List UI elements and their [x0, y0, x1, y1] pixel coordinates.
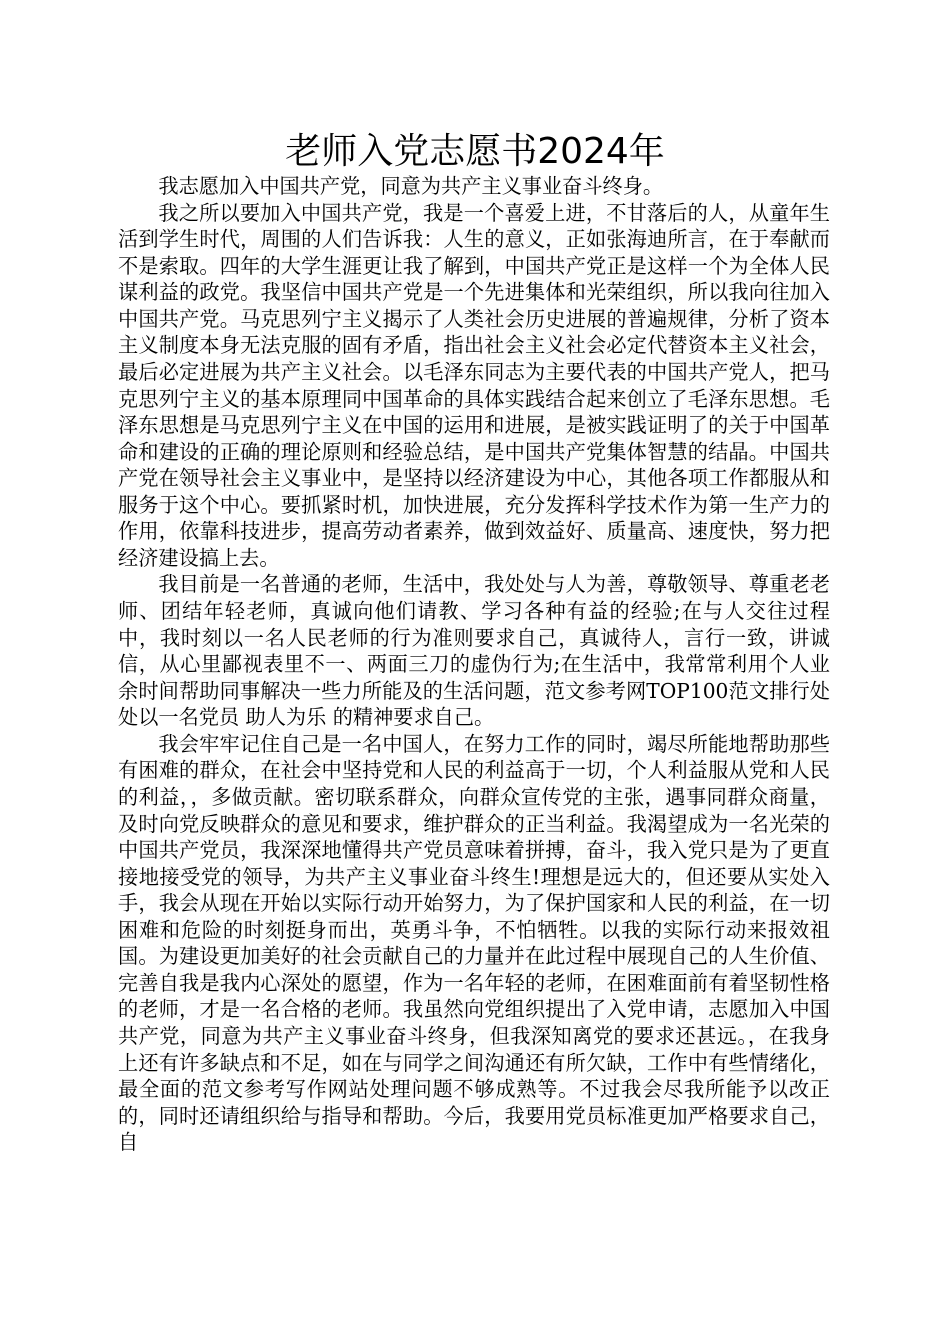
- paragraph-2: 我之所以要加入中国共产党，我是一个喜爱上进，不甘落后的人，从童年生活到学生时代，周围的人们告诉我：人生的意义，正如张海迪所言，在于奉献而不是索取。四年的大学生涯更让我了解到，中国共产党正是这样一个为全体人民谋利益的政党。我坚信中国共产党是一个先进集体和光荣组织，所以我向往加入中国共产党。马克思列宁主义揭示了人类社会历史进展的普遍规律，分析了资本主义制度本身无法克服的固有矛盾，指出社会主义社会必定代替资本主义社会，最后必定进展为共产主义社会。以毛泽东同志为主要代表的中国共产党人，把马克思列宁主义的基本原理同中国革命的具体实践结合起来创立了毛泽东思想。毛泽东思想是马克思列宁主义在中国的运用和进展，是被实践证明了的关于中国革命和建设的正确的理论原则和经验总结，是中国共产党集体智慧的结晶。中国共产党在领导社会主义事业中，是坚持以经济建设为中心，其他各项工作都服从和服务于这个中心。要抓紧时机，加快进展，充分发挥科学技术作为第一生产力的作用，依靠科技进步，提高劳动者素养，做到效益好、质量高、速度快，努力把经济建设搞上去。: [118, 200, 830, 570]
- paragraph-4: 我会牢牢记住自己是一名中国人，在努力工作的同时，竭尽所能地帮助那些有困难的群众，在社会中坚持党和人民的利益高于一切，个人利益服从党和人民的利益，，多做贡献。密切联系群众，向群众宣传党的主张，遇事同群众商量，及时向党反映群众的意见和要求，维护群众的正当利益。我渴望成为一名光荣的中国共产党员，我深深地懂得共产党员意味着拼搏，奋斗，我入党只是为了更直接地接受党的领导，为共产主义事业奋斗终生!理想是远大的，但还要从实处入手，我会从现在开始以实际行动开始努力，为了保护国家和人民的利益，在一切困难和危险的时刻挺身而出，英勇斗争，不怕牺牲。以我的实际行动来报效祖国。为建设更加美好的社会贡献自己的力量并在此过程中展现自己的人生价值、完善自我是我内心深处的愿望，作为一名年轻的老师，在困难面前有着坚韧性格的老师，才是一名合格的老师。我虽然向党组织提出了入党申请，志愿加入中国共产党，同意为共产主义事业奋斗终身，但我深知离党的要求还甚远。，在我身上还有许多缺点和不足，如在与同学之间沟通还有所欠缺，工作中有些情绪化，最全面的范文参考写作网站处理问题不够成熟等。不过我会尽我所能予以改正的，同时还请组织给与指导和帮助。今后，我要用党员标准更加严格要求自己，自: [118, 731, 830, 1155]
- paragraph-3: 我目前是一名普通的老师，生活中，我处处与人为善，尊敬领导、尊重老老师、团结年轻老师，真诚向他们请教、学习各种有益的经验;在与人交往过程中，我时刻以一名人民老师的行为准则要求自己，真诚待人，言行一致，讲诚信，从心里鄙视表里不一、两面三刀的虚伪行为;在生活中，我常常利用个人业余时间帮助同事解决一些力所能及的生活问题，范文参考网TOP100范文排行处处以一名党员 助人为乐 的精神要求自己。: [118, 572, 830, 730]
- paragraph-1: 我志愿加入中国共产党，同意为共产主义事业奋斗终身。: [158, 174, 664, 198]
- document-title: 老师入党志愿书2024年: [285, 131, 665, 172]
- document-body: [118, 173, 830, 1156]
